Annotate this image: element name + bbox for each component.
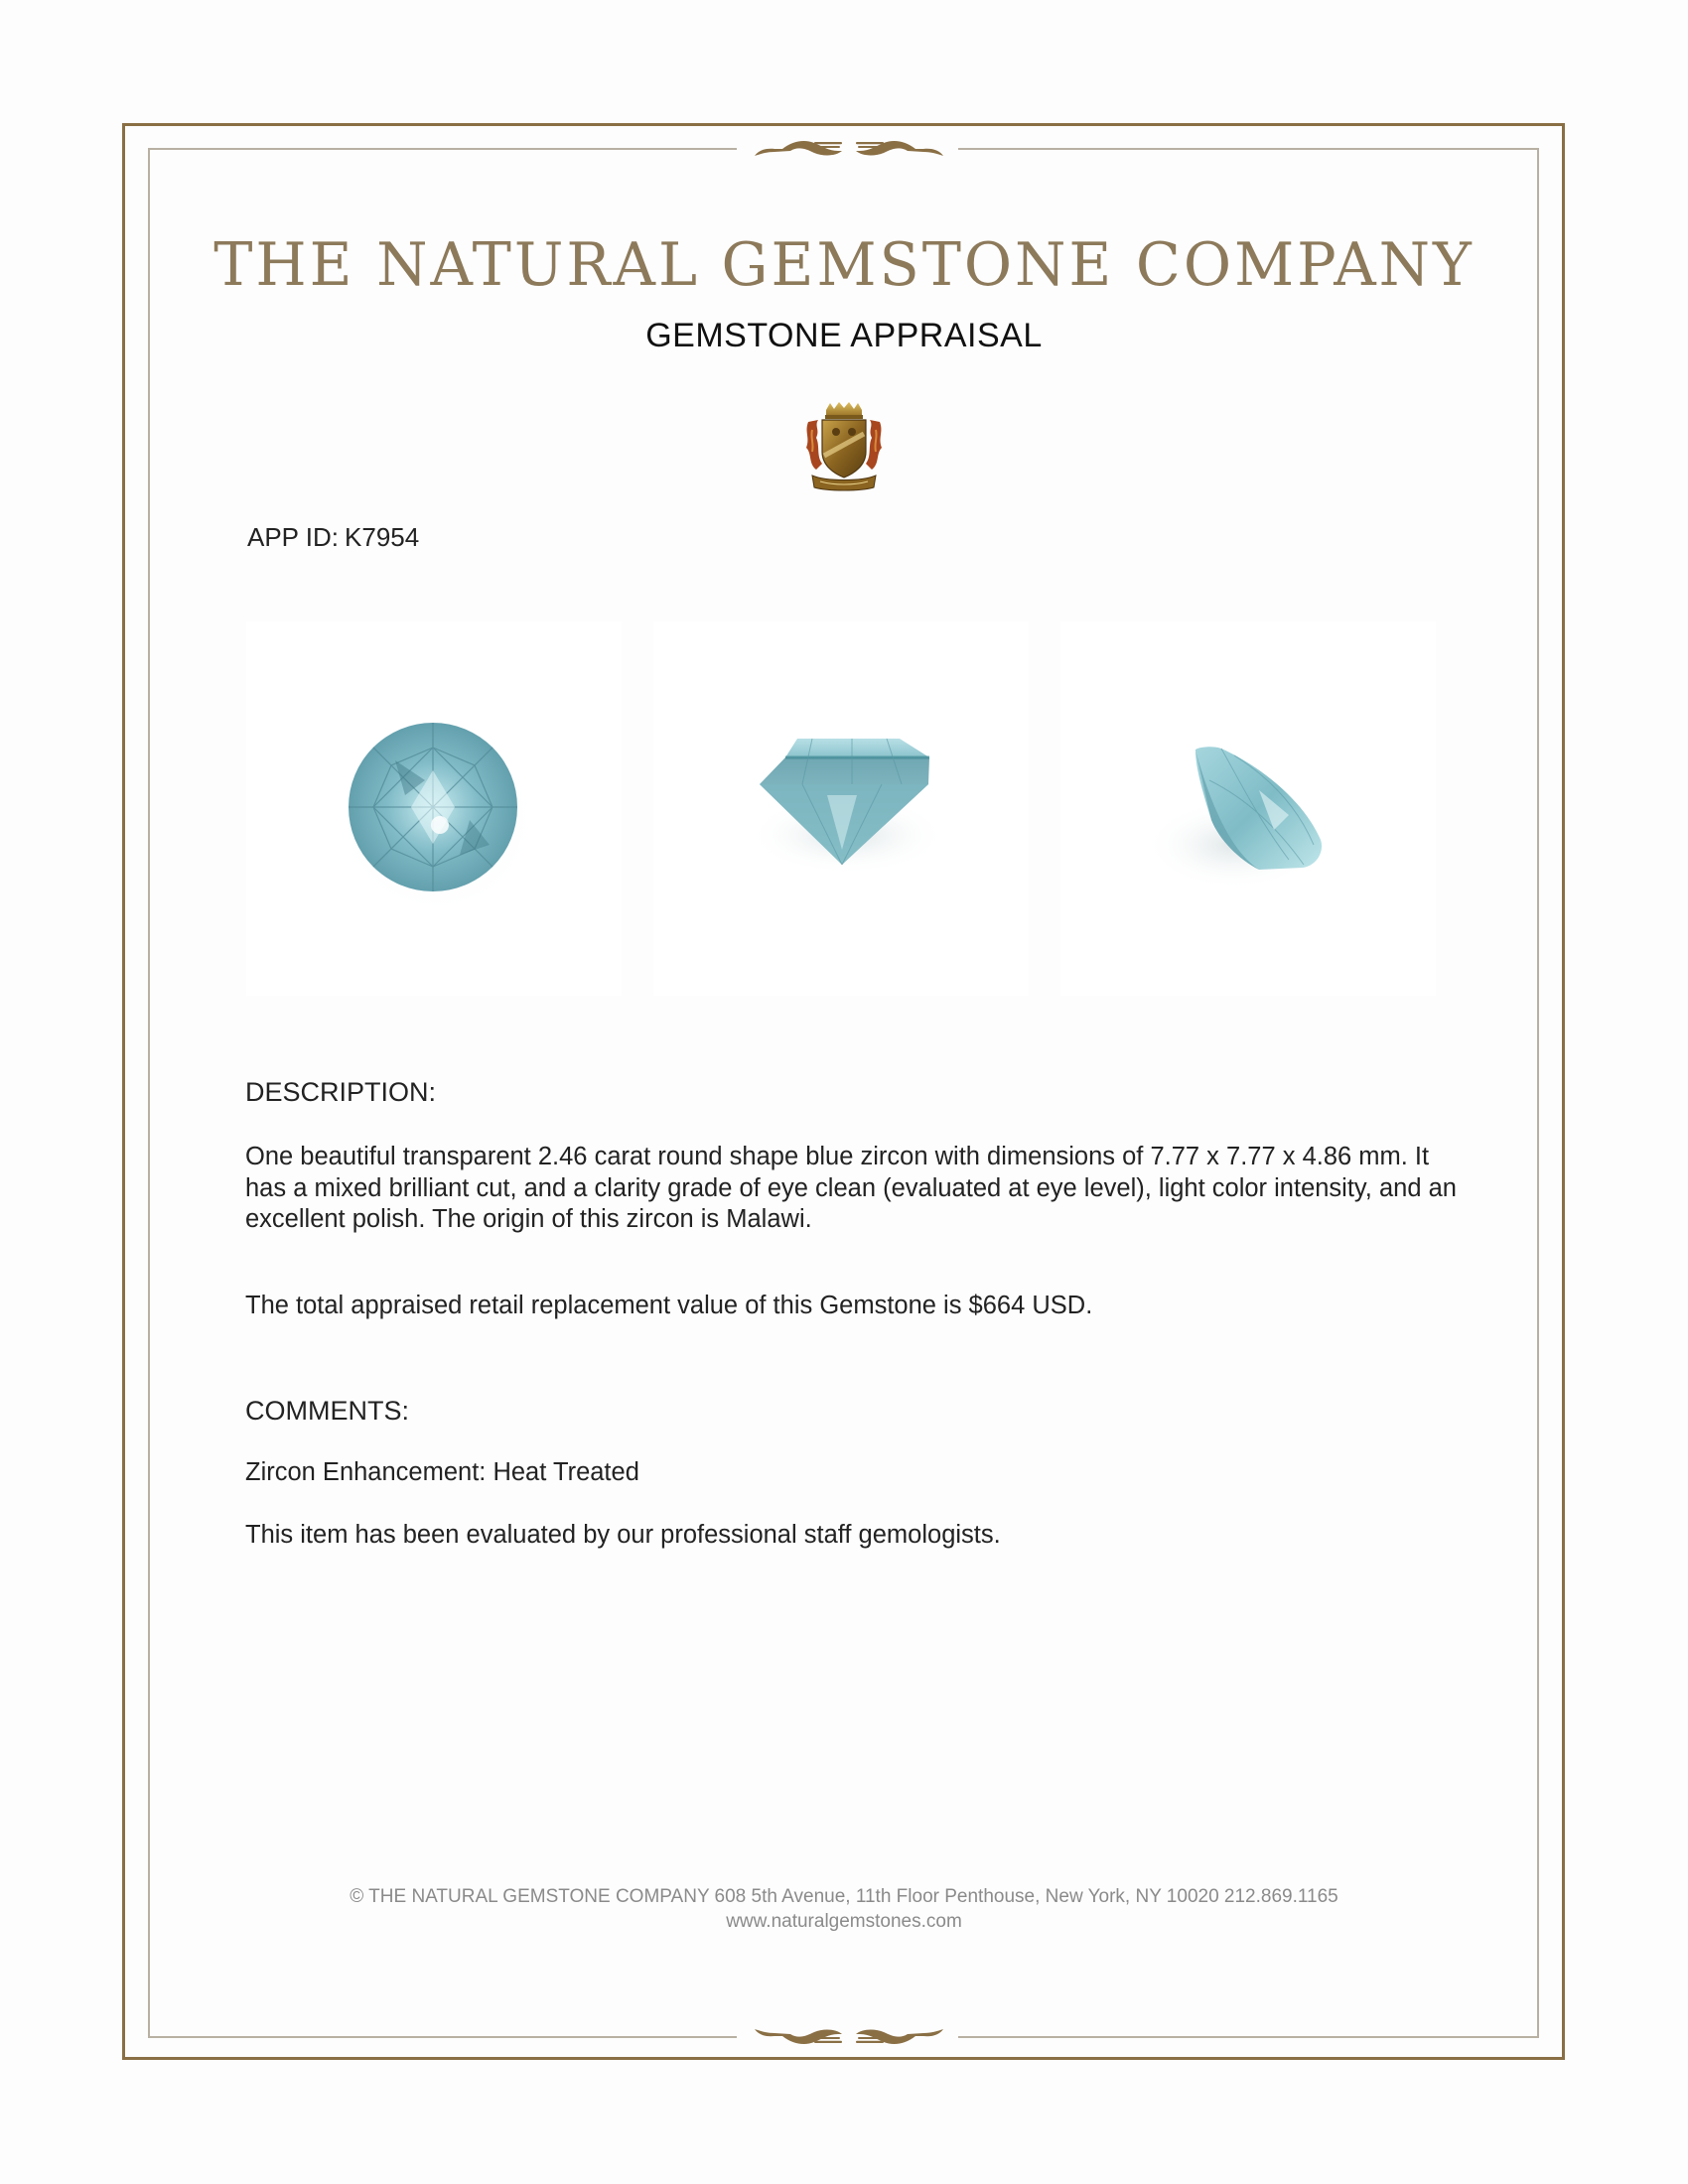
app-id: [247, 522, 419, 553]
app-id-label: APP ID:: [247, 522, 340, 552]
heraldic-crest-icon: [802, 400, 886, 493]
document-title: GEMSTONE APPRAISAL: [645, 317, 1043, 354]
scroll-ornament-bottom-icon: [753, 2027, 945, 2049]
comments-heading: COMMENTS:: [245, 1396, 409, 1426]
footer-address: © THE NATURAL GEMSTONE COMPANY 608 5th Avenue, 11th Floor Penthouse, New York, NY 10020 212.869.1165: [350, 1886, 1338, 1907]
round-gem-top-view-icon: [246, 621, 622, 996]
app-id-value: K7954: [345, 522, 420, 552]
appraised-value-statement: The total appraised retail replacement value of this Gemstone is $664 USD.: [245, 1292, 1093, 1319]
enhancement-note: Zircon Enhancement: Heat Treated: [245, 1458, 639, 1486]
scroll-ornament-top-icon: [753, 136, 945, 158]
round-gem-angled-view-icon: [1060, 621, 1436, 996]
footer-website-link[interactable]: www.naturalgemstones.com: [726, 1911, 962, 1932]
inner-border-top-left: [148, 148, 737, 150]
inner-border-left: [148, 148, 150, 2038]
gem-image-angled-view: [1060, 621, 1436, 996]
round-gem-side-view-icon: [653, 621, 1029, 996]
evaluation-note: This item has been evaluated by our professional staff gemologists.: [245, 1521, 1001, 1549]
description-heading: DESCRIPTION:: [245, 1077, 437, 1107]
inner-border-bottom-left: [148, 2036, 737, 2038]
gem-image-side-view: [653, 621, 1029, 996]
inner-border-top-right: [958, 148, 1539, 150]
company-name-heading: THE NATURAL GEMSTONE COMPANY: [213, 230, 1475, 300]
inner-border-bottom-right: [958, 2036, 1539, 2038]
description-paragraph: One beautiful transparent 2.46 carat round shape blue zircon with dimensions of 7.77 x 7.77 x 4.86 mm. It has a mixed brilliant cut, and a clarity grade of eye clean (evaluated at eye level), light color intensity, and an excellent polish. The origin of this zircon is Malawi.: [245, 1143, 1457, 1233]
gem-image-top-view: [246, 621, 622, 996]
inner-border-right: [1537, 148, 1539, 2038]
